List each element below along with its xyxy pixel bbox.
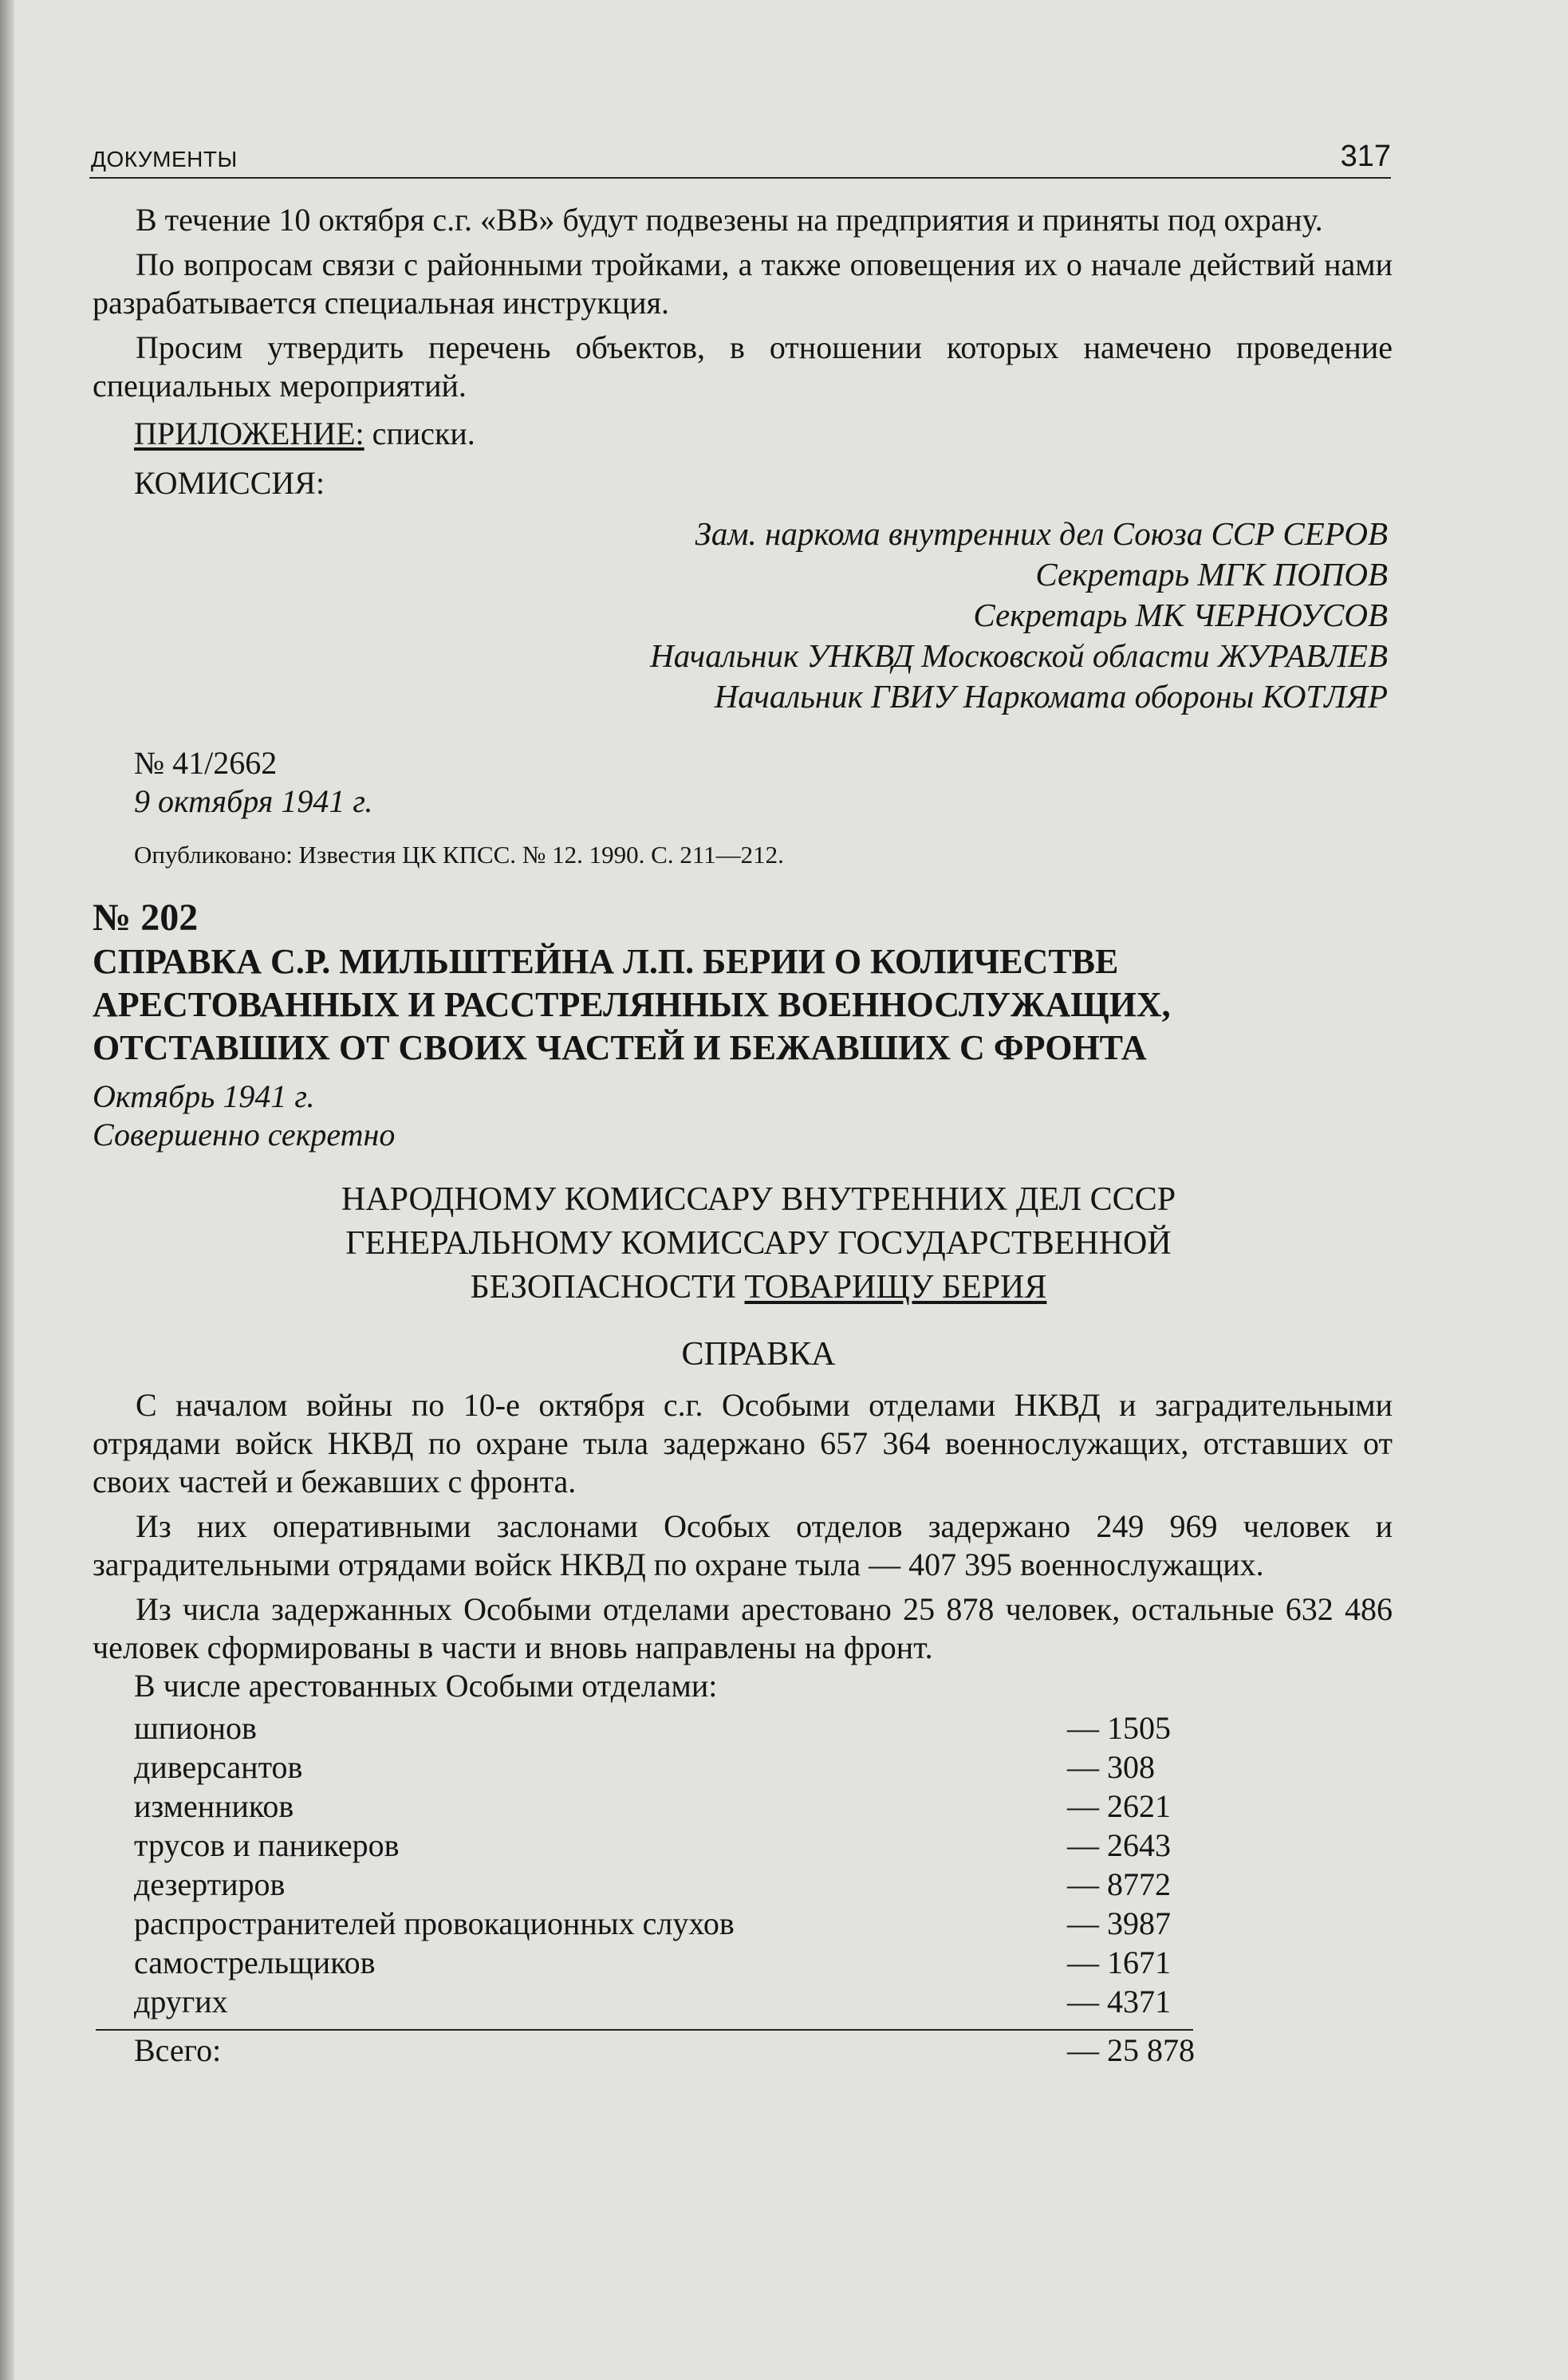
addressee-line (124, 1266, 1393, 1310)
list-item-value: — 8772 (1067, 1866, 1171, 1902)
section-title: ДОКУМЕНТЫ (91, 147, 238, 171)
total-value: — 25 878 (1067, 2032, 1195, 2068)
list-item-label: шпионов (134, 1710, 257, 1746)
signature-line: Секретарь МГК ПОПОВ (1035, 556, 1388, 593)
appendix-text: списки. (372, 416, 475, 451)
total-row (93, 2031, 1195, 2070)
arrests-list (93, 1708, 1195, 2021)
list-item (134, 1904, 1195, 1943)
document-number: № 202 (93, 896, 199, 939)
appendix-line (93, 415, 1393, 453)
addressee-line: НАРОДНОМУ КОМИССАРУ ВНУТРЕННИХ ДЕЛ СССР (341, 1181, 1176, 1218)
list-item (134, 1865, 1195, 1904)
paragraph: Из них оперативными заслонами Особых отделов задержано 249 969 человек и заградительными отрядами войск НКВД по охране тыла — 407 395 военнослужащих. (93, 1508, 1393, 1582)
total-label: Всего: (134, 2032, 222, 2068)
list-item (134, 1787, 1195, 1826)
signature-block (93, 514, 1393, 717)
addressee-block (93, 1178, 1393, 1310)
list-item-label: изменников (134, 1788, 294, 1824)
classification-stamp: Совершенно секретно (93, 1117, 396, 1153)
list-item (134, 1748, 1195, 1787)
running-header (89, 140, 1391, 179)
document-title: СПРАВКА С.Р. МИЛЬШТЕЙНА Л.П. БЕРИИ О КОЛИЧЕСТВЕ АРЕСТОВАННЫХ И РАССТРЕЛЯННЫХ ВОЕННОСЛУЖАЩИХ, ОТСТАВШИХ ОТ СВОИХ ЧАСТЕЙ И БЕЖАВШИХ С ФРОНТА (93, 942, 1171, 1067)
page-content (93, 201, 1393, 2070)
list-item (134, 1708, 1195, 1748)
list-item-label: других (134, 1984, 228, 2019)
signature-line: Секретарь МК ЧЕРНОУСОВ (973, 597, 1388, 633)
list-item-label: самострельщиков (134, 1945, 376, 1980)
addressee-prefix: БЕЗОПАСНОСТИ (470, 1269, 745, 1306)
document-reference-date: 9 октября 1941 г. (134, 783, 373, 819)
list-item-value: — 3987 (1067, 1905, 1171, 1941)
paragraph: По вопросам связи с районными тройками, а также оповещения их о начале действий нами разрабатывается специальная инструкция. (93, 246, 1393, 321)
paragraph: Просим утвердить перечень объектов, в отношении которых намечено проведение специальных мероприятий. (93, 329, 1393, 404)
list-item-label: дезертиров (134, 1866, 286, 1902)
addressee-name: ТОВАРИЩУ БЕРИЯ (744, 1269, 1047, 1306)
list-item (134, 1826, 1195, 1865)
section-heading: СПРАВКА (681, 1336, 836, 1373)
paragraph: В течение 10 октября с.г. «ВВ» будут подвезены на предприятия и приняты под охрану. (136, 202, 1323, 238)
list-item-value: — 308 (1067, 1749, 1155, 1785)
document-date: Октябрь 1941 г. (93, 1078, 315, 1114)
page-number: 317 (1340, 140, 1391, 173)
list-item (134, 1943, 1195, 1982)
list-item-label: диверсантов (134, 1749, 303, 1785)
list-item-value: — 2643 (1067, 1827, 1171, 1863)
list-item-value: — 2621 (1067, 1788, 1171, 1824)
list-item-value: — 1671 (1067, 1945, 1171, 1980)
signature-line: Зам. наркома внутренних дел Союза ССР СЕРОВ (695, 515, 1388, 552)
list-item-label: трусов и паникеров (134, 1827, 400, 1863)
document-reference-number: № 41/2662 (134, 745, 278, 781)
list-item (134, 1982, 1195, 2021)
signature-line: Начальник ГВИУ Наркомата обороны КОТЛЯР (714, 678, 1388, 715)
list-item-value: — 4371 (1067, 1984, 1171, 2019)
list-item-value: — 1505 (1067, 1710, 1171, 1746)
paragraph: Из числа задержанных Особыми отделами арестовано 25 878 человек, остальные 632 486 человек сформированы в части и вновь направлены на фронт. (93, 1591, 1393, 1665)
signature-line: Начальник УНКВД Московской области ЖУРАВЛЕВ (650, 637, 1388, 674)
paragraph: В числе арестованных Особыми отделами: (134, 1668, 718, 1704)
addressee-line: ГЕНЕРАЛЬНОМУ КОМИССАРУ ГОСУДАРСТВЕННОЙ (345, 1225, 1172, 1262)
paragraph: С началом войны по 10-е октября с.г. Особыми отделами НКВД и заградительными отрядами войск НКВД по охране тыла задержано 657 364 военнослужащих, отставших от своих частей и бежавших с фронта. (93, 1387, 1393, 1499)
publication-note: Опубликовано: Известия ЦК КПСС. № 12. 1990. С. 211—212. (134, 841, 784, 869)
list-item-label: распространителей провокационных слухов (134, 1905, 735, 1941)
commission-label: КОМИССИЯ: (134, 465, 325, 501)
appendix-label: ПРИЛОЖЕНИЕ: (134, 416, 364, 451)
